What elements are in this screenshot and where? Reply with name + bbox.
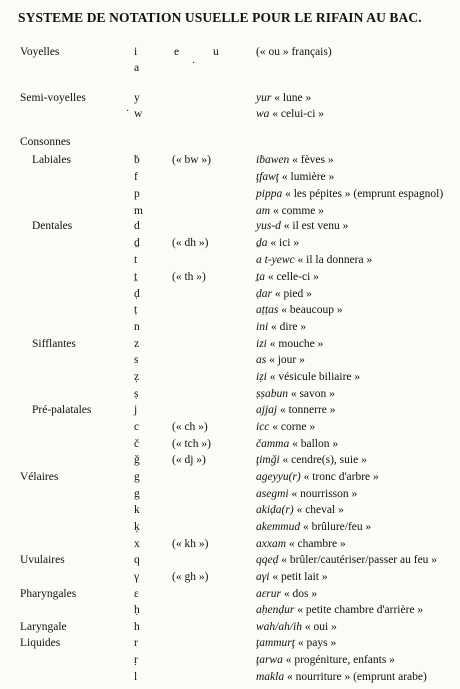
letter: γ: [134, 571, 140, 583]
example-word: icc: [256, 421, 270, 433]
transcription-note: (« bw »): [172, 154, 211, 166]
example-gloss: « corne »: [269, 421, 316, 433]
example: [256, 619, 337, 635]
example-word: wah/ah/ih: [256, 621, 303, 633]
example-gloss: « dire »: [268, 321, 307, 333]
transcription-note: (« th »): [172, 271, 206, 283]
example-gloss: « pied »: [271, 288, 312, 300]
vowel-note: (« ou » français): [256, 46, 332, 58]
example-gloss: « chambre »: [286, 538, 346, 550]
letter: g: [134, 471, 140, 483]
example-word: a t-yewc: [256, 254, 295, 266]
letter: m: [134, 205, 143, 217]
letter: ṯ: [134, 271, 138, 283]
transcription-note: (« dh »): [172, 237, 209, 249]
letter: r: [134, 637, 138, 649]
letter: ε: [134, 588, 139, 600]
example: [256, 252, 372, 268]
letter: t: [134, 254, 138, 266]
example-gloss: « tonnerre »: [277, 404, 336, 416]
example-gloss: « beaucoup »: [278, 304, 343, 316]
transcription-note: (« dj »): [172, 454, 206, 466]
example-gloss: « mouche »: [266, 338, 324, 350]
example-gloss: « ici »: [267, 237, 300, 249]
example-word: aεrur: [256, 588, 281, 600]
letter: k: [134, 504, 140, 516]
example-gloss: « nourriture » (emprunt arabe): [284, 671, 427, 683]
letter: j: [134, 404, 138, 416]
category-label: Vélaires: [20, 471, 59, 483]
example-gloss: « comme »: [270, 205, 325, 217]
example: [256, 502, 344, 518]
example-gloss: « celle-ci »: [264, 271, 319, 283]
example-gloss: « brûlure/feu »: [300, 521, 372, 533]
category-label: Semi-voyelles: [20, 92, 86, 104]
notation-row: [0, 134, 460, 154]
example-word: ḏa: [256, 237, 268, 249]
transcription-note: (« kh »): [172, 538, 209, 550]
example: [256, 635, 336, 651]
letter: l: [134, 671, 138, 683]
example-word: as: [256, 354, 267, 366]
example-word: akiḍa(r): [256, 504, 294, 516]
example-word: makla: [256, 671, 285, 683]
letter: y: [134, 92, 140, 104]
letter: q: [134, 554, 140, 566]
example: [256, 469, 379, 485]
scan-speck: ·: [192, 58, 196, 69]
letter: ṛ: [134, 654, 138, 666]
letter: x: [134, 538, 140, 550]
example-word: qqeḍ: [256, 554, 279, 566]
vowel-letter-i: i: [134, 46, 138, 58]
example: [256, 486, 357, 502]
letter: c: [134, 421, 140, 433]
example-word: izi: [256, 338, 267, 350]
example-word: ţarwa: [256, 654, 283, 666]
category-label: Laryngale: [20, 621, 67, 633]
example-word: iẓi: [256, 371, 267, 383]
example-word: ṯa: [256, 271, 265, 283]
example-gloss: « oui »: [302, 621, 337, 633]
example: [256, 402, 336, 418]
letter: ķ: [134, 521, 140, 533]
letter: f: [134, 171, 138, 183]
example-word: ajjaj: [256, 404, 278, 416]
example-gloss: « cendre(s), suie »: [279, 454, 367, 466]
example-gloss: « petit lait »: [269, 571, 328, 583]
example: [256, 235, 299, 251]
example-gloss: « dos »: [280, 588, 318, 600]
example-gloss: « lune »: [271, 92, 312, 104]
example: [256, 519, 371, 535]
category-label: Dentales: [32, 220, 73, 232]
example: [256, 218, 348, 234]
transcription-note: (« tch »): [172, 438, 211, 450]
letter: ḍ: [134, 288, 140, 300]
letter: ḏ: [134, 237, 140, 249]
example-word: akemmud: [256, 521, 301, 533]
example-word: axxam: [256, 538, 287, 550]
letter: p: [134, 188, 140, 200]
example: [256, 352, 305, 368]
letter: n: [134, 321, 140, 333]
example-gloss: « cheval »: [293, 504, 344, 516]
example-gloss: « lumière »: [279, 171, 335, 183]
category-label: Pré-palatales: [32, 404, 92, 416]
example: [256, 419, 315, 435]
scan-speck: ·: [126, 106, 130, 117]
letter: d: [134, 220, 140, 232]
example-word: am: [256, 205, 271, 217]
letter: ǧ: [134, 454, 140, 466]
example-word: aḥenḍur: [256, 604, 295, 616]
letter: s: [134, 354, 139, 366]
example-word: ṣṣabun: [256, 388, 288, 400]
example-gloss: « brûler/cautériser/passer au feu »: [278, 554, 438, 566]
category-label: Pharyngales: [20, 588, 77, 600]
example-gloss: « ballon »: [289, 438, 339, 450]
category-label: Sifflantes: [32, 338, 76, 350]
example-gloss: « vésicule biliaire »: [266, 371, 361, 383]
example: [256, 569, 328, 585]
example-word: aγi: [256, 571, 270, 583]
example-word: aṭṭas: [256, 304, 279, 316]
category-label: Voyelles: [20, 46, 60, 58]
example: [256, 536, 346, 552]
vowel-letter-u: u: [213, 46, 219, 58]
vowel-letter-e: e: [174, 46, 180, 58]
example-word: ţammurţ: [256, 637, 295, 649]
example: [256, 552, 437, 568]
letter: ḥ: [134, 604, 140, 616]
letter: č: [134, 438, 140, 450]
example: [256, 319, 306, 335]
vowel-letter-a: a: [134, 62, 140, 74]
notation-row: [0, 669, 460, 689]
example-word: iḃawen: [256, 154, 290, 166]
example-word: ţfawţ: [256, 171, 280, 183]
example: [256, 90, 311, 106]
example-word: ini: [256, 321, 269, 333]
letter: z: [134, 338, 140, 350]
example: [256, 152, 334, 168]
example: [256, 652, 395, 668]
example-word: wa: [256, 108, 270, 120]
example-gloss: « il est venu »: [280, 220, 349, 232]
example: [256, 386, 335, 402]
example-word: ţimǧi: [256, 454, 280, 466]
example-word: čamma: [256, 438, 290, 450]
example-gloss: « pays »: [294, 637, 337, 649]
example-word: asegmi: [256, 488, 289, 500]
example-gloss: « les pépites » (emprunt espagnol): [282, 188, 444, 200]
letter: ṣ: [134, 388, 139, 400]
example: [256, 269, 319, 285]
example: [256, 169, 334, 185]
example: [256, 186, 443, 202]
category-label: Labiales: [32, 154, 71, 166]
example-gloss: « tronc d'arbre »: [300, 471, 379, 483]
example-word: ageyyu(r): [256, 471, 301, 483]
example-word: ḍar: [256, 288, 272, 300]
letter: w: [134, 108, 143, 120]
example: [256, 669, 427, 685]
example-gloss: « savon »: [287, 388, 335, 400]
letter: ṭ: [134, 304, 138, 316]
example: [256, 586, 317, 602]
example: [256, 203, 324, 219]
example: [256, 452, 367, 468]
vowel-row-2: [0, 60, 460, 80]
example: [256, 336, 323, 352]
page-title: SYSTEME DE NOTATION USUELLE POUR LE RIFAIN AU BAC.: [18, 10, 422, 25]
example-gloss: « jour »: [266, 354, 305, 366]
category-label: Liquides: [20, 637, 61, 649]
letter: h: [134, 621, 140, 633]
notation-row: [0, 106, 460, 126]
example: [256, 106, 324, 122]
example-gloss: « nourrisson »: [288, 488, 358, 500]
category-label: Consonnes: [20, 136, 71, 148]
example-gloss: « fèves »: [289, 154, 334, 166]
example-gloss: « progéniture, enfants »: [282, 654, 395, 666]
example: [256, 369, 360, 385]
example-gloss: « celui-ci »: [269, 108, 325, 120]
category-label: Uvulaires: [20, 554, 65, 566]
letter: ḃ: [134, 154, 140, 166]
example: [256, 302, 343, 318]
transcription-note: (« ch »): [172, 421, 208, 433]
example: [256, 286, 312, 302]
example: [256, 602, 423, 618]
example-word: yus-d: [256, 220, 281, 232]
example-word: pippa: [256, 188, 283, 200]
letter: ẓ: [134, 371, 140, 383]
example-word: yur: [256, 92, 272, 104]
letter: g: [134, 488, 140, 500]
example-gloss: « il la donnera »: [294, 254, 373, 266]
example-gloss: « petite chambre d'arrière »: [294, 604, 424, 616]
transcription-note: (« gh »): [172, 571, 209, 583]
example: [256, 436, 338, 452]
